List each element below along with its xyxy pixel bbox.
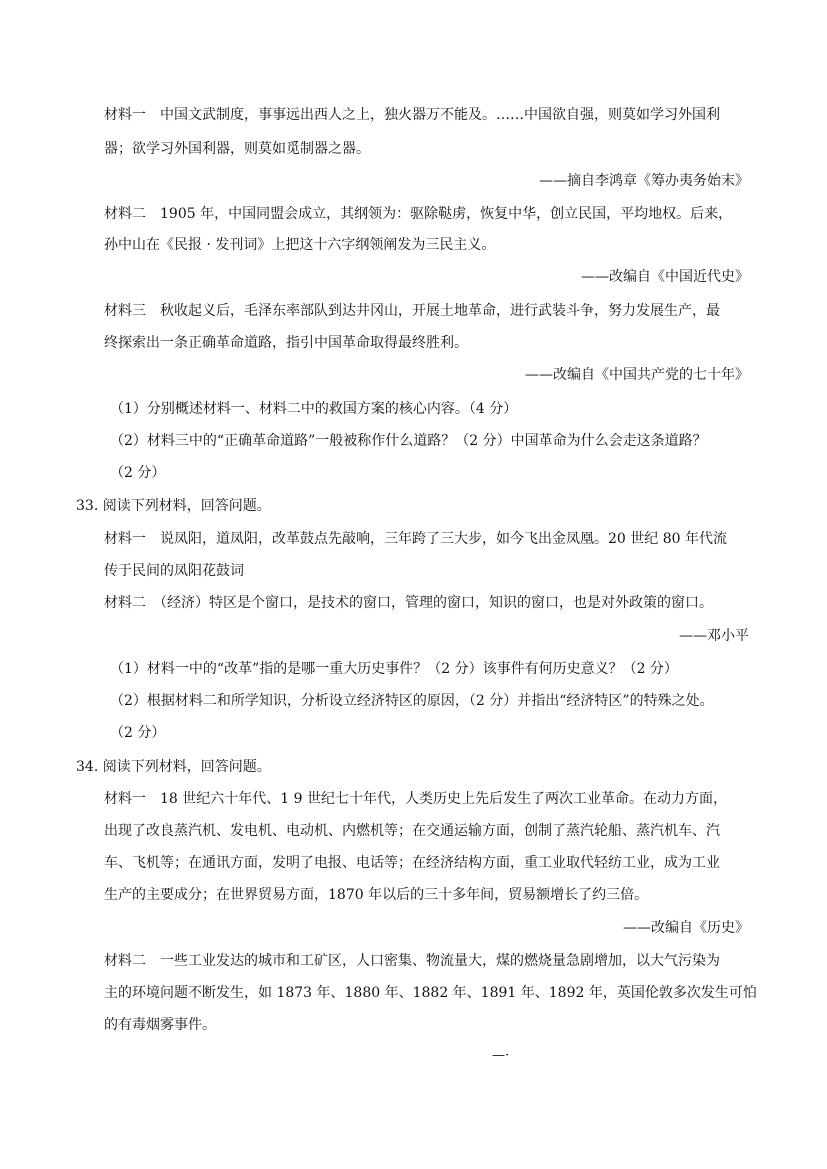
material-two-line-2: 孙中山在《民报 · 发刊词》上把这十六字纲领阐发为三民主义。 <box>104 237 496 253</box>
q34-material-one-line-3: 车、飞机等；在通讯方面，发明了电报、电话等；在经济结构方面，重工业取代轻纺工业，成为工业 <box>104 855 720 871</box>
q33-question-1: （1）材料一中的“改革”指的是哪一重大历史事件？（2 分）该事件有何历史意义？（2 分） <box>110 661 678 677</box>
question-1: （1）分别概述材料一、材料二中的救国方案的核心内容。（4 分） <box>110 401 518 417</box>
q33-material-one-line-2: 传于民间的凤阳花鼓词 <box>104 563 244 579</box>
question-34-heading: 34. 阅读下列材料，回答问题。 <box>76 759 271 775</box>
q34-material-two-line-2: 主的环境问题不断发生，如 1873 年、1880 年、1882 年、1891 年、1892 年，英国伦敦多次发生可怕 <box>104 985 757 1001</box>
question-2-line-1: （2）材料三中的“正确革命道路”一般被称作什么道路？（2 分）中国革命为什么会走这条道路？ <box>110 433 707 449</box>
material-one-line-2: 器；欲学习外国利器，则莫如觅制器之器。 <box>104 141 370 157</box>
material-three-line-2: 终探索出一条正确革命道路，指引中国革命取得最终胜利。 <box>104 335 468 351</box>
q34-material-one-line-4: 生产的主要成分；在世界贸易方面，1870 年以后的三十多年间，贸易额增长了约三倍。 <box>104 887 649 903</box>
material-two-source: ——改编自《中国近代史》 <box>581 269 749 285</box>
q33-material-one-line-1: 材料一 说凤阳，道凤阳，改革鼓点先敲响，三年跨了三大步，如今飞出金凤凰。20 世纪 80 年代流 <box>104 531 727 547</box>
q34-material-two-line-3: 的有毒烟雾事件。 <box>104 1017 216 1033</box>
material-one-line-1: 材料一 中国文武制度，事事远出西人之上，独火器万不能及。……中国欲自强，则莫如学习外国利 <box>104 107 720 123</box>
q34-material-two-line-1: 材料二 一些工业发达的城市和工矿区，人口密集、物流量大，煤的燃烧量急剧增加，以大气污染为 <box>104 953 720 969</box>
question-33-heading: 33. 阅读下列材料，回答问题。 <box>76 498 271 514</box>
q33-question-2-line-2: （2 分） <box>110 725 166 741</box>
q33-material-two-line-1: 材料二 （经济）特区是个窗口，是技术的窗口，管理的窗口，知识的窗口，也是对外政策的窗口。 <box>104 595 713 611</box>
q34-material-one-line-1: 材料一 18 世纪六十年代、1 9 世纪七十年代，人类历史上先后发生了两次工业革命。在动力方面， <box>104 791 727 807</box>
q34-material-one-source: ——改编自《历史》 <box>623 920 749 936</box>
question-2-line-2: （2 分） <box>110 465 166 481</box>
material-three-line-1: 材料三 秋收起义后，毛泽东率部队到达井冈山，开展土地革命，进行武装斗争，努力发展生产，最 <box>104 303 720 319</box>
q33-material-two-source: ——邓小平 <box>679 628 749 644</box>
material-three-source: ——改编自《中国共产党的七十年》 <box>525 367 749 383</box>
q34-material-one-line-2: 出现了改良蒸汽机、发电机、电动机、内燃机等；在交通运输方面，创制了蒸汽轮船、蒸汽机车、汽 <box>104 823 720 839</box>
q33-question-2-line-1: （2）根据材料二和所学知识，分析设立经济特区的原因，（2 分）并指出“经济特区”的特殊之处。 <box>110 693 714 709</box>
material-two-line-1: 材料二 1905 年，中国同盟会成立，其纲领为：驱除鞑虏，恢复中华，创立民国，平均地权。后来， <box>104 206 733 222</box>
material-one-source: ——摘自李鸿章《筹办夷务始末》 <box>539 173 749 189</box>
page-number: —· <box>492 1048 510 1063</box>
